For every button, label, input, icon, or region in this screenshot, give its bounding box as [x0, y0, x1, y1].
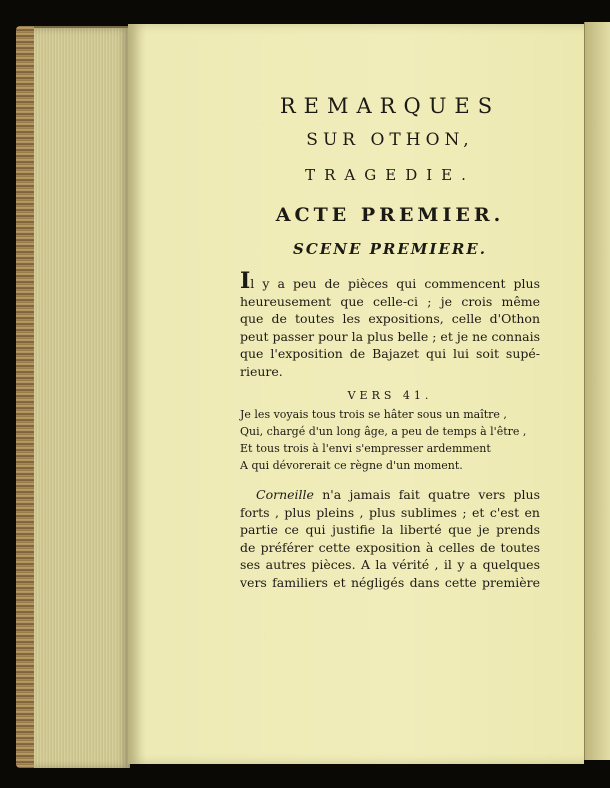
- page-stack-edges: [34, 26, 130, 768]
- drop-cap: I: [240, 268, 251, 294]
- paragraph-line: heureusement que celle-ci ; je crois même: [240, 293, 540, 309]
- paragraph-line-text: n'a jamais fait quatre vers plus: [313, 487, 540, 502]
- title-sur-othon: SUR OTHON,: [306, 130, 474, 150]
- verse-line: Et tous trois à l'envi s'empresser ardemment: [240, 442, 491, 455]
- paragraph-line: [240, 268, 540, 294]
- page-text: [240, 92, 540, 591]
- title-tragedie: TRAGEDIE.: [305, 166, 475, 184]
- verse-quote: [240, 406, 540, 474]
- paragraph-line: que de toutes les expositions, celle d'Othon: [240, 311, 540, 326]
- verse-line: Qui, chargé d'un long âge, a peu de temps à l'être ,: [240, 425, 527, 438]
- author-name: Corneille: [256, 487, 314, 502]
- paragraph-line: de préférer cette exposition à celles de toutes: [240, 539, 540, 555]
- book-cover-edge: [16, 26, 36, 768]
- paragraph-line: [240, 486, 540, 504]
- vers-heading: VERS 41.: [347, 389, 433, 402]
- title-remarques: REMARQUES: [279, 94, 501, 118]
- paragraph-line: partie ce qui justifie la liberté que je prends: [240, 522, 540, 537]
- verse-line: A qui dévorerait ce règne d'un moment.: [240, 459, 463, 472]
- facing-page-edge: [584, 22, 610, 760]
- act-heading: ACTE PREMIER.: [275, 204, 505, 226]
- paragraph-line: peut passer pour la plus belle ; et je ne connais: [240, 328, 540, 344]
- verse-line: Je les voyais tous trois se hâter sous un maître ,: [240, 408, 507, 421]
- paragraph-line: ses autres pièces. A la vérité , il y a quelques: [240, 557, 540, 572]
- paragraph-line-text: l y a peu de pièces qui commencent plus: [250, 276, 540, 291]
- paragraph-line: vers familiers et négligés dans cette première: [240, 574, 540, 590]
- paragraph-line: rieure.: [240, 363, 283, 379]
- paragraph-line: que l'exposition de Bajazet qui lui soit supé-: [240, 346, 540, 361]
- scene-heading: SCENE PREMIERE.: [293, 240, 487, 258]
- paragraph-corneille: [240, 486, 540, 591]
- paragraph-line: forts , plus pleins , plus sublimes ; et c'est en: [240, 504, 540, 520]
- paragraph-intro: [240, 268, 540, 380]
